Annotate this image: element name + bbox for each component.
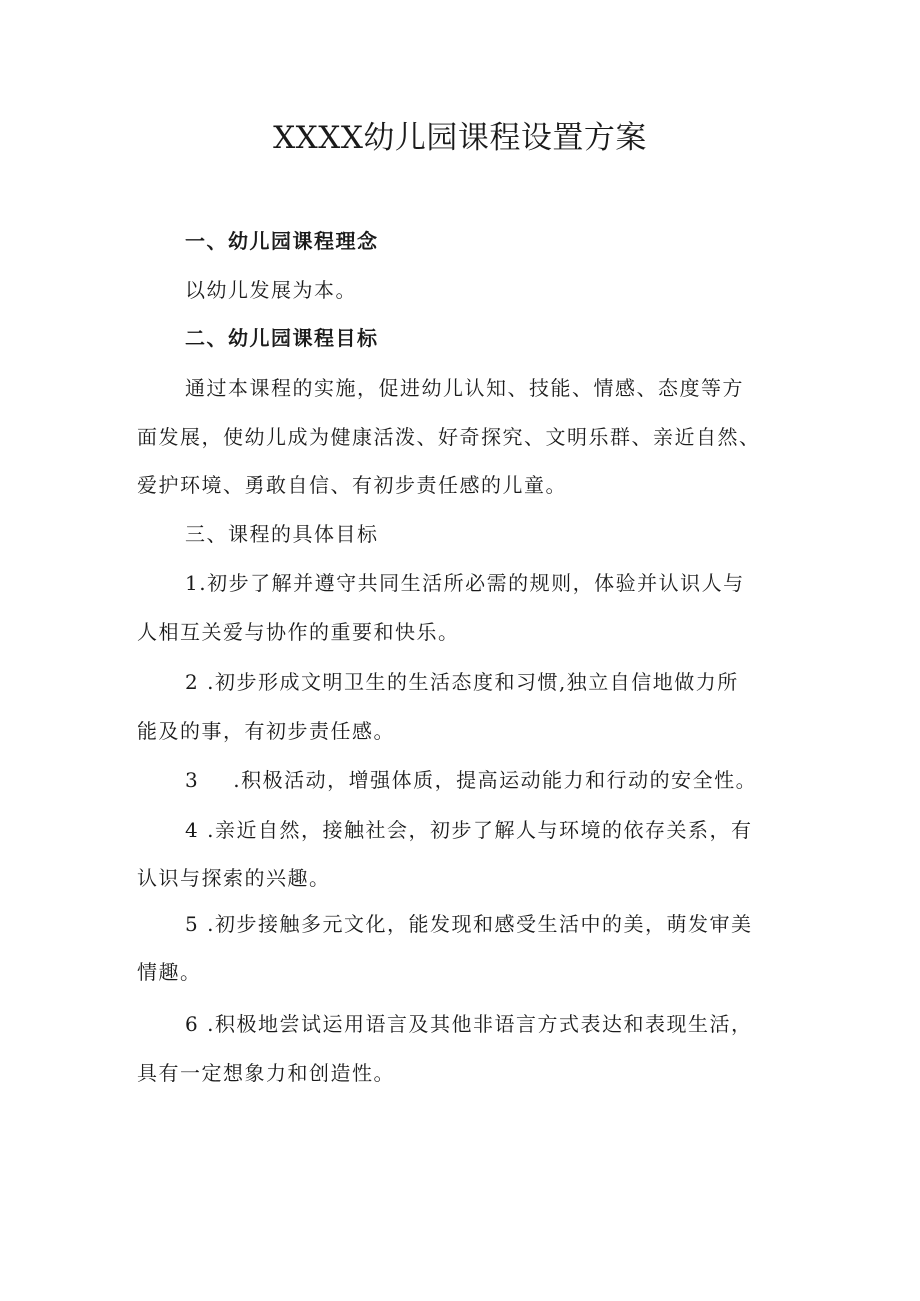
goal-1-line1: 1.初步了解并遵守共同生活所必需的规则，体验并认识人与 (185, 571, 745, 595)
document-title: XXXX幼儿园课程设置方案 (273, 120, 647, 156)
section-heading-philosophy: 一、幼儿园课程理念 (185, 229, 379, 253)
goal-4-line2: 认识与探索的兴趣。 (137, 866, 331, 890)
goal-3-text: .积极活动，增强体质，提高运动能力和行动的安全性。 (233, 768, 758, 792)
goal-6-line1: 6 .积极地尝试运用语言及其他非语言方式表达和表现生活， (185, 1012, 753, 1036)
section-body-goals-line3: 爱护环境、勇敢自信、有初步责任感的儿童。 (137, 473, 567, 497)
goal-5-line1: 5 .初步接触多元文化，能发现和感受生活中的美，萌发审美 (185, 912, 753, 936)
goal-3 (185, 765, 757, 795)
section-heading-specific-goals: 三、课程的具体目标 (185, 522, 379, 546)
section-body-goals-line2: 面发展，使幼儿成为健康活泼、好奇探究、文明乐群、亲近自然、 (137, 425, 761, 449)
section-body-goals-line1: 通过本课程的实施，促进幼儿认知、技能、情感、态度等方 (185, 376, 744, 400)
section-heading-goals: 二、幼儿园课程目标 (185, 326, 379, 350)
goal-2-line2: 能及的事，有初步责任感。 (137, 719, 395, 743)
goal-4-line1: 4 .亲近自然，接触社会，初步了解人与环境的依存关系，有 (185, 818, 753, 842)
goal-1-line2: 人相互关爱与协作的重要和快乐。 (137, 620, 460, 644)
goal-6-line2: 具有一定想象力和创造性。 (137, 1061, 395, 1085)
goal-2-line1: 2 .初步形成文明卫生的生活态度和习惯,独立自信地做力所 (185, 670, 739, 694)
goal-3-number: 3 (185, 768, 200, 792)
section-body-philosophy: 以幼儿发展为本。 (185, 278, 357, 302)
goal-5-line2: 情趣。 (137, 960, 202, 984)
